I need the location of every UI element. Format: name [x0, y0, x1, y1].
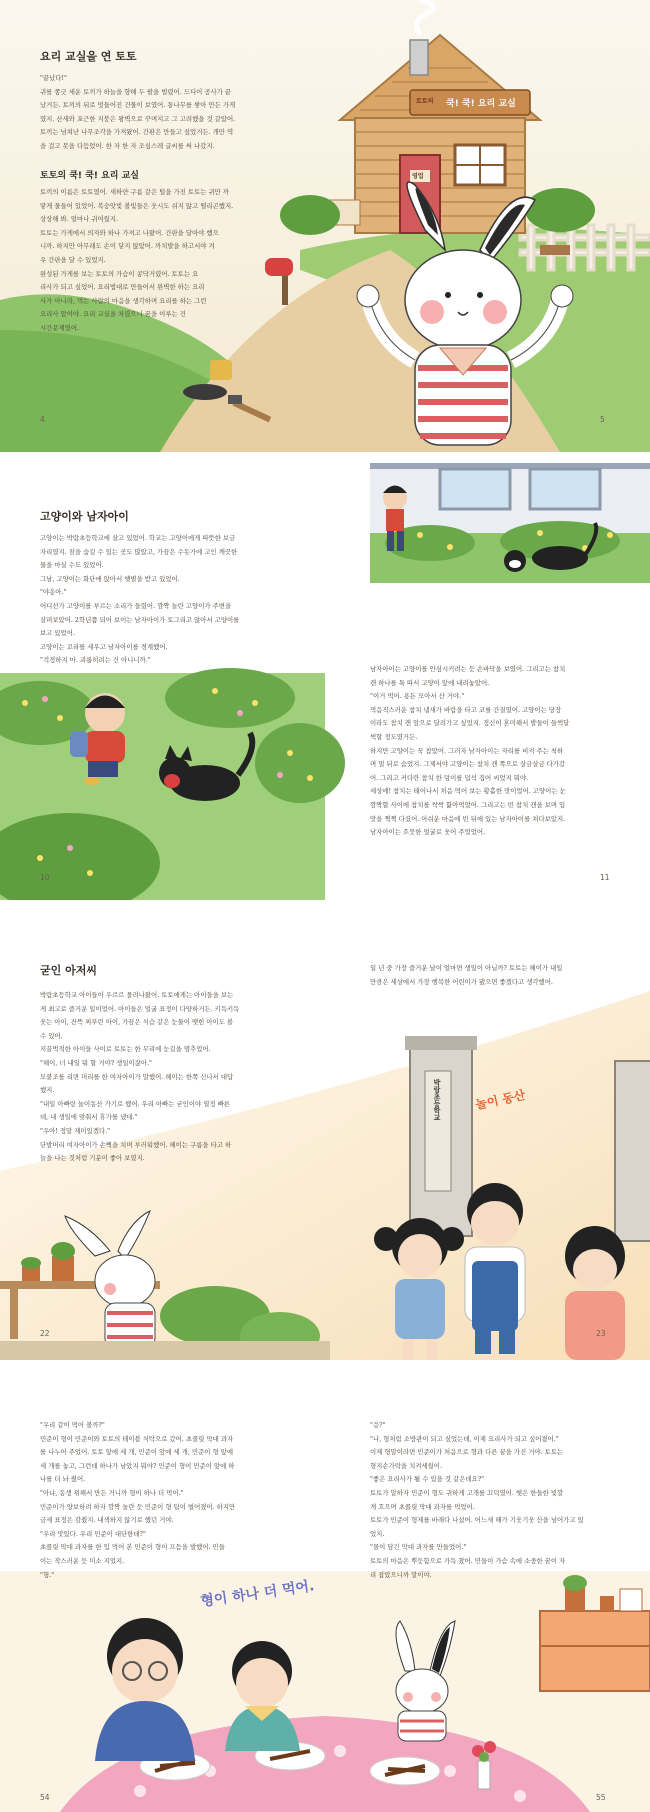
page-number: 10 — [40, 873, 50, 882]
page-number: 23 — [596, 1329, 606, 1338]
section-subtitle: 토토의 쿡! 쿡! 요리 교실 — [40, 171, 139, 181]
boy-center — [465, 1183, 525, 1354]
girl-bob — [565, 1226, 625, 1360]
chapter-title: 요리 교실을 연 토토 — [40, 50, 137, 63]
spread-divider — [0, 452, 650, 463]
spread-2 — [0, 463, 650, 900]
spread-3 — [0, 911, 650, 1360]
shop-sign-small: 토토의 — [416, 98, 434, 105]
spread-4 — [0, 1371, 650, 1812]
spread-divider — [0, 900, 650, 911]
shop-sign: 쿡! 쿡! 요리 교실 — [446, 99, 516, 109]
spread-1 — [0, 0, 650, 452]
page-number: 11 — [600, 873, 610, 882]
spread-divider — [0, 1360, 650, 1371]
chapter-title: 굳인 아저씨 — [40, 964, 97, 977]
page-number: 4 — [40, 415, 45, 424]
story-paragraph: 토끼의 이름은 토토였어. 새하얀 구름 같은 털을 가진 토토는 귀만 까 맣게 물들어 있었어. 복숭앗빛 볼빛들은 웃시도 쉬지 않고 떨리곤했지. 상상해 봐. 얼마나 귀여웠지. 토토는 가게에서 의자와 하나 가져고 나왔어. 간판을 달아야 했으 니까. 하지만 아무래도 손이 닿지 않았어. 까치발을 하고서야 겨 우 간판을 달 수 있었지. 완성된 가게를 보는 토토의 가슴이 콩닥거렸어. 토토는 요 리사가 되고 싶었어. 요리법대로 만들어서 완벽한 하는 요리 사가 아니라, 먹는 사람의 마음을 생각하며 요리를 하는 그런 요리사 말이야. 요리 교실을 차렸으니 꿈을 이루는 건 시간문제였어. — [40, 188, 234, 332]
page-number: 55 — [596, 1793, 606, 1802]
story-paragraph: "응?" "나, 형처럼 소방관이 되고 싶었는데, 이제 요리사가 되고 싶어졌어." 이제 형말이라면 민준이가 처음으로 형과 다른 꿈을 가진 거야. 토토는 형지손가락을 치켜세웠어. "좋은 요리사가 될 수 있을 것 같은데요?" 토토가 말하자 민준이 형도 귀하게 고개를 끄덕였어. 헷은 한들한 빛깔 게 흐으며 초콜릿 막대 과자를 먹었어. 토토가 민준이 형제를 바래다 나섰어. 어느새 해가 기웃기웃 산을 넘어가고 있 었지. "몰이 담긴 막대 과자를 만들었어." 토토의 마음은 뿌듯함으로 가득 찼어. 민들이 가슴 속에 소중한 꿈이 자 리 잡았으니까 말이야. — [370, 1421, 584, 1579]
story-paragraph: 박람초등학교 아이들이 우르르 몰려나왔어. 토토에게는 아이들을 보는 게 최고로 즐거운 일이었어. 아이들은 얼굴 표정이 다양하거든. 키득키득 웃는 아이, 잔뜩 찌푸린 아이, 가끔은 식슴 같은 눈물이 맺힌 아이도 볼 수 있어. 지끌벅적한 아이들 사이로 토토는 한 무리에 눈길을 멈추었어. "헤이, 너 내일 뭐 할 거야? 생일이잖아." 모붙조를 리면 머리를 한 여자아이가 말했어. 헤이는 한쪽 신나서 대답 했지. "내일 아빠랑 놀이동산 가기로 했어. 우리 아빠는 굳인이야 열정 빠른 데, 내 생일에 맞춰서 휴가를 냈대." "우아! 정말 재미있겠다." 단발머리 여자아이가 손뼉을 치며 부러워했어. 헤이는 구름을 타고 하 늘을 나는 것처럼 기분이 좋아 보였지. — [40, 991, 240, 1163]
page-number: 22 — [40, 1329, 50, 1338]
story-paragraph: "우리 같이 먹어 볼까?" 민준이 형이 민준이와 토토의 테이블 식탁으로 갔어. 초콜릿 막대 과자 를 나누어 주었어. 토토 앞에 세 개, 민준이 앞에 세 개, 민준이 형 앞에 세 개를 놓고, 그런데 하나가 남았지 뭐야? 민준이 형이 민준이 앞에 하 나를 더 놔 줬어. "아냐, 동생 위해서 만든 거니까 형이 하나 더 먹어." 민준이가 양보하려 하자 깜짝 놀란 듯 민준이 형 팀이 벌어졌어. 하지만 금세 표정은 감췄지. 내색하지 않기로 했던 거야. "우리 맛있다. 우리 민준이 대단한데?" 초콜릿 막대 과자를 한 입 먹어 본 민준이 형이 프듬을 발했어. 민들 이는 작스러운 듯 미소 지었지. "형." — [40, 1421, 236, 1579]
speech-text: 놀이 동산 — [474, 1087, 527, 1113]
story-paragraph: 남자아이는 고양이를 안심시키려는 듯 손바닥을 보였어. 그리고는 참치 캔 하나를 툭 따서 고양이 앞에 내려놓았어. "이거 먹어. 용돈 모아서 산 거야." 먹음직스러운 참치 냄새가 바람을 타고 코를 간질였어. 고양이는 당장 이라도 참치 캔 앞으로 달려가고 싶었지. 정신이 혼미해서 발들이 들썩달 썩할 정도였거든. 하지만 고양이는 꾹 참았어. 그러자 남자아이는 자리를 비켜 주는 척하 며 멀 뒤로 숨었지. 그제서야 고양이는 참치 캔 쪽으로 살금살금 다가갔 어. 그리고 커다란 참치 한 덩이를 덥석 집어 씨었지 뭐야. 세상에! 참치는 태어나서 처음 먹어 보는 황홀한 맛이었어. 고양이는 눈 깜짝할 사이에 참치를 싹싹 핥아먹었어. 그리고는 빈 참치 캔을 보며 입 맛을 쩍쩍 다셨어. 아쉬운 마음에 빈 뒤에 있는 남자아이를 쳐다보았지. 남자아이는 흐뭇한 얼굴로 웃어 주었었어. — [370, 665, 570, 837]
page-number: 54 — [40, 1793, 50, 1802]
story-paragraph: "끝났다!" 귀를 쫑긋 세운 토끼가 하늘을 향해 두 팔을 벌렸어. 드디어 공사가 끝 났거든. 토끼의 뒤로 멋들어진 건물이 보였어. 통나무를 쌓아 만든 가게 였지. 산새와 포근한 지붕은 왕벽으로 꾸며지고 그 고려했을 것 같았어. 토끼는 넘쳐난 나무조각을 가져왔어. 간판은 만들고 싶었거든. 개만 역 을 걸고 못을 다듬었어. 한 자 한 자 조심스레 글씨를 써 나갔지. — [40, 74, 236, 150]
speech-text: 형이 하나 더 먹어. — [199, 1578, 316, 1610]
story-paragraph: 일 년 중 가장 즐거운 날이 얼마면 생일이 아닐까? 토토는 헤이가 내일 만큼은 세상에서 가장 행복한 어린이가 됐으면 좋겠다고 생각했어. — [370, 964, 563, 986]
chapter-title: 고양이와 남자아이 — [40, 510, 129, 523]
story-paragraph: 고양이는 박람초등학교에 살고 있었어. 학교는 고양이에게 따뜻한 보금 자리였지. 잠을 숨길 수 있는 곳도 많았고, 가끔은 수돗가에 고인 깨끗한 물을 마실 수도 있었어. 그날, 고양이는 화단에 앉아서 햇볕을 받고 있었어. "야옹아." 어디선가 고양이를 부르는 소리가 들렸어. 깜짝 놀란 고양이가 주변을 살펴보았어. 2학년쯤 되어 보이는 남자아이가 토그리고 앉아서 고양이를 보고 있었어. 고양이는 꼬리를 세우고 남자아이를 경계했어. "걱정하지 마. 괴롭히려는 건 아니니까." — [40, 534, 240, 665]
door-sign: 영업 — [412, 173, 424, 180]
page-number: 5 — [600, 415, 605, 424]
school-sign: 박람초등학교 — [433, 1079, 441, 1121]
